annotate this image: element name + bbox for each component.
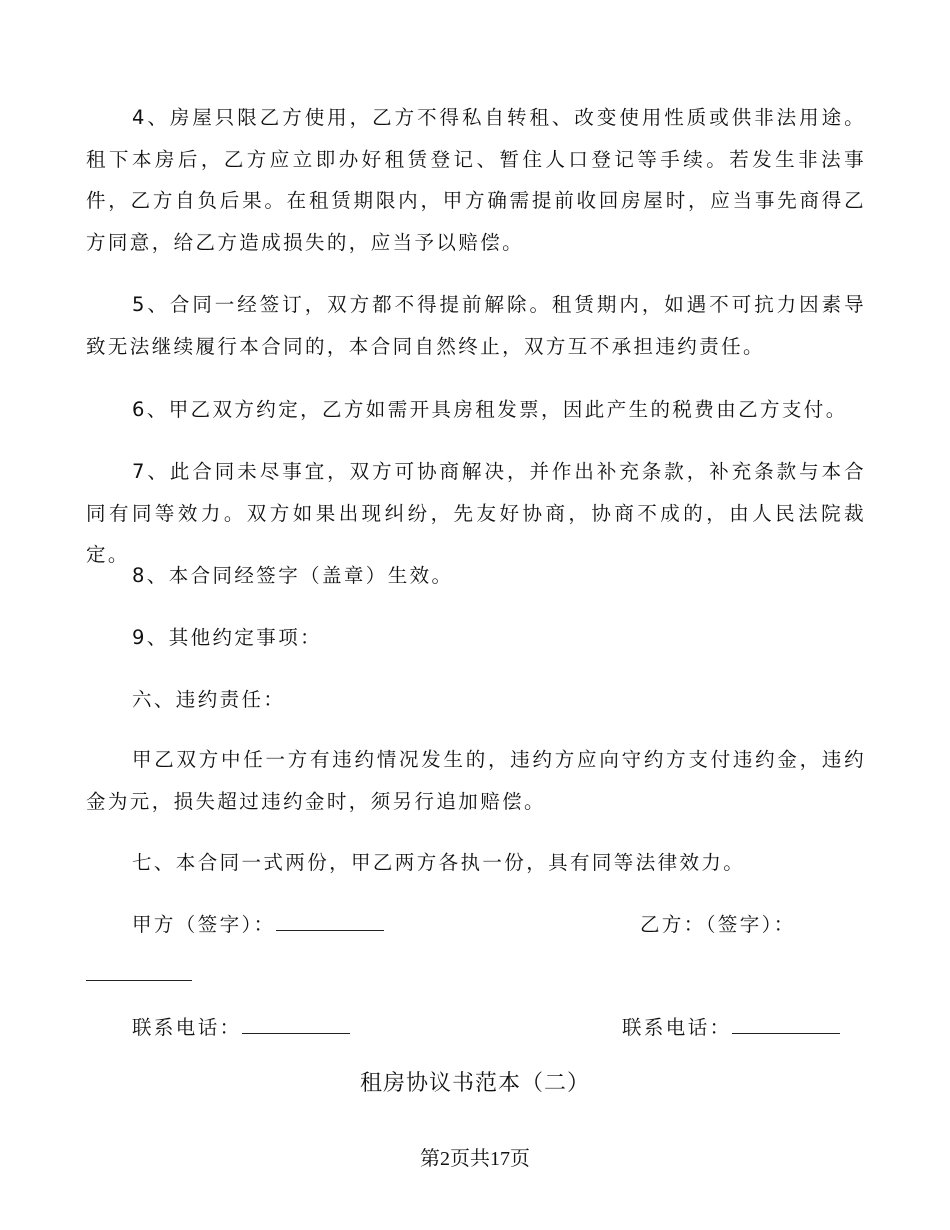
party-b-phone-line (622, 1007, 840, 1049)
clause-9: 9、其他约定事项： (132, 626, 323, 649)
party-b-signature-line (640, 904, 796, 946)
clause-6: 6、甲乙双方约定，乙方如需开具房租发票，因此产生的税费由乙方支付。 (132, 398, 848, 421)
party-b-phone-blank (732, 1011, 840, 1034)
section-6-heading: 六、违约责任： (132, 688, 286, 711)
party-a-blank (276, 908, 384, 931)
party-a-signature-line (132, 904, 384, 946)
party-a-label: 甲方（签字）： (132, 913, 276, 936)
party-b-blank-line (86, 954, 192, 996)
breach-clause: 甲乙双方中任一方有违约情况发生的，违约方应向守约方支付违约金，违约金为元，损失超过违约金时，须另行追加赔偿。 (86, 748, 866, 813)
clause-4: 4、房屋只限乙方使用，乙方不得私自转租、改变使用性质或供非法用途。租下本房后，乙方应立即办好租赁登记、暂住人口登记等手续。若发生非法事件，乙方自负后果。在租赁期限内，甲方确需提前收回房屋时，应当事先商得乙方同意，给乙方造成损失的，应当予以赔偿。 (86, 106, 866, 254)
party-b-blank (86, 958, 192, 981)
party-a-phone-label: 联系电话： (132, 1016, 242, 1039)
clause-8: 8、本合同经签字（盖章）生效。 (132, 564, 454, 587)
party-a-phone-blank (242, 1011, 350, 1034)
clause-5: 5、合同一经签订，双方都不得提前解除。租赁期内，如遇不可抗力因素导致无法继续履行本合同的，本合同自然终止，双方互不承担违约责任。 (86, 293, 866, 358)
party-a-phone-line (132, 1007, 350, 1049)
party-b-label: 乙方：（签字）： (640, 913, 796, 936)
clause-7: 7、此合同未尽事宜，双方可协商解决，并作出补充条款，补充条款与本合同有同等效力。双方如果出现纠纷，先友好协商，协商不成的，由人民法院裁定。 (86, 460, 866, 566)
page-footer: 第2页共17页 (420, 1148, 530, 1170)
section-7-clause: 七、本合同一式两份，甲乙两方各执一份，具有同等法律效力。 (132, 851, 746, 874)
next-agreement-title: 租房协议书范本（二） (359, 1071, 590, 1096)
party-b-phone-label: 联系电话： (622, 1016, 732, 1039)
